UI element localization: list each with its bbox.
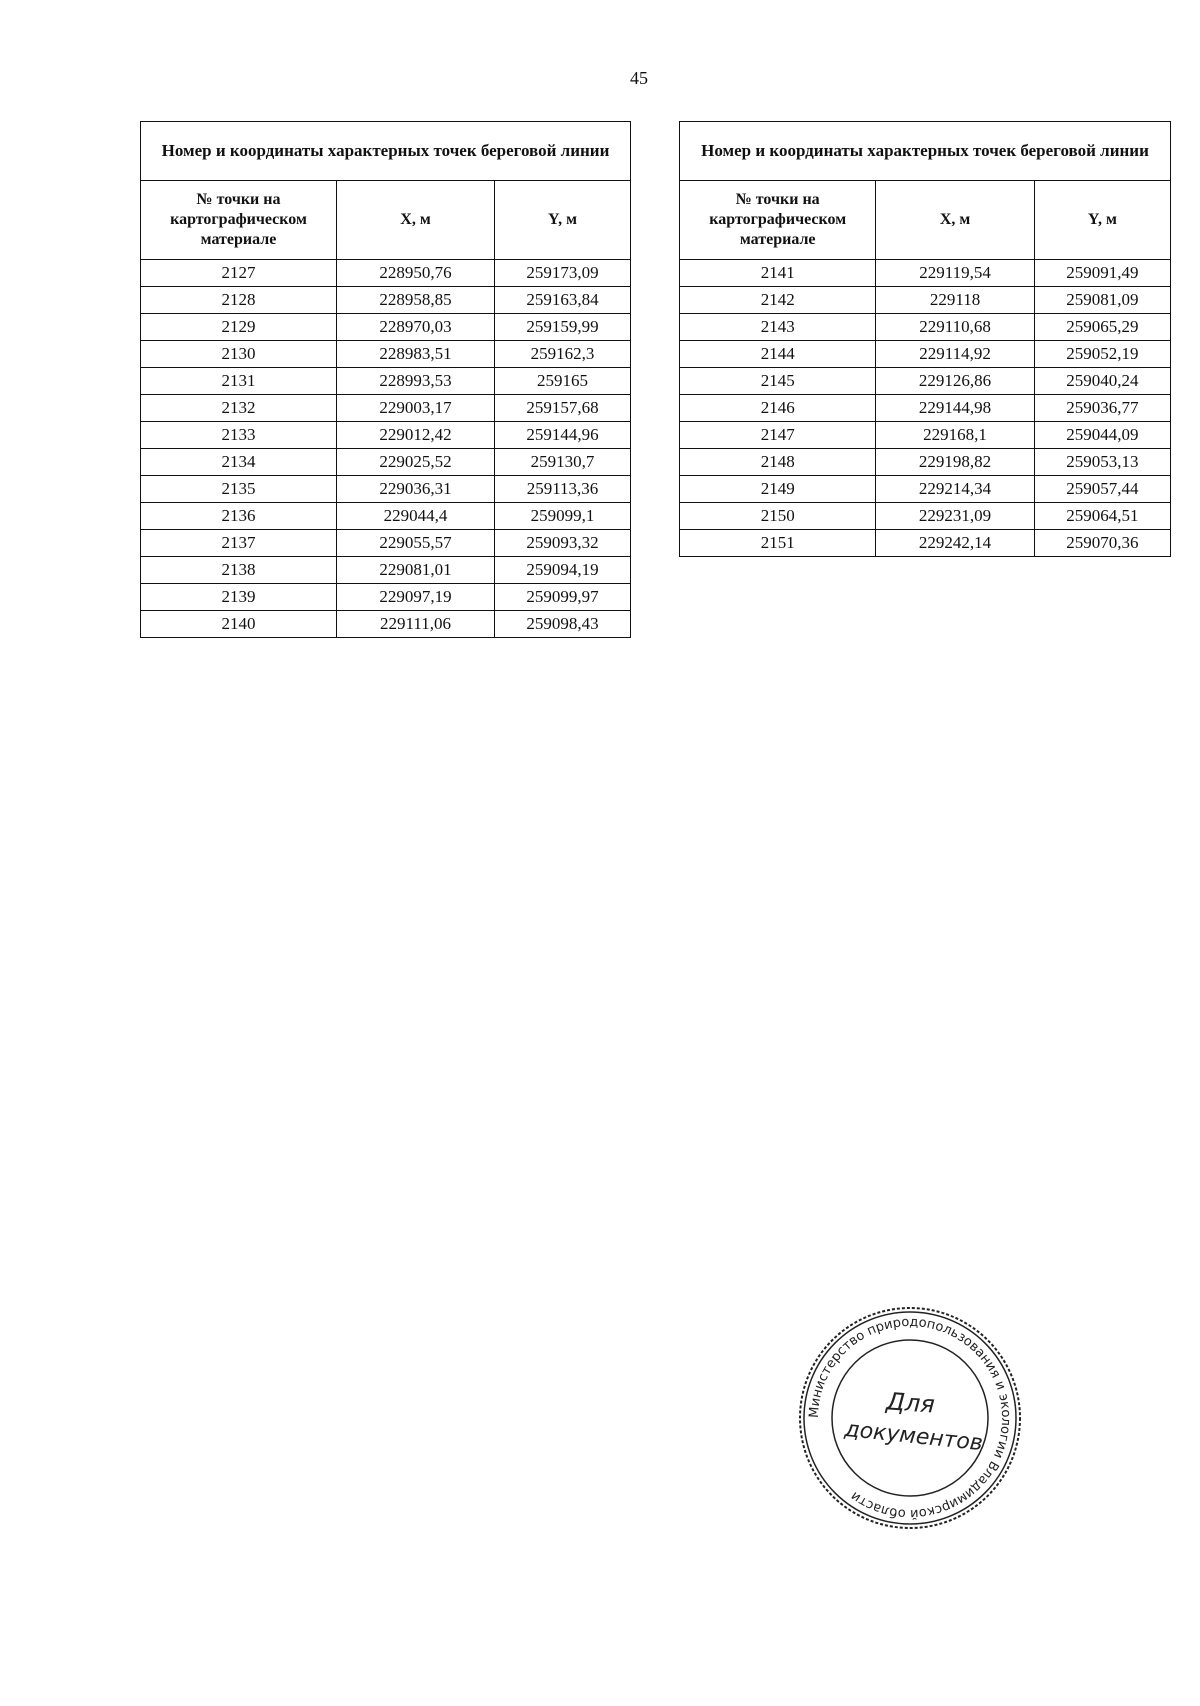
y-coordinate-cell: 259091,49 [1034,260,1170,287]
table-row [141,395,631,422]
table-row [141,530,631,557]
y-coordinate-cell: 259163,84 [495,287,631,314]
y-coordinate-cell: 259157,68 [495,395,631,422]
y-coordinate-cell: 259081,09 [1034,287,1170,314]
stamp-ring-text: Министерство природопользования и экологии Владимирской области [806,1314,1014,1522]
point-number-cell: 2147 [680,422,876,449]
y-coordinate-cell: 259099,97 [495,584,631,611]
point-number-cell: 2127 [141,260,337,287]
point-number-cell: 2143 [680,314,876,341]
point-number-cell: 2151 [680,530,876,557]
table-row [680,368,1171,395]
x-coordinate-cell: 229055,57 [337,530,495,557]
y-coordinate-cell: 259093,32 [495,530,631,557]
point-number-cell: 2141 [680,260,876,287]
table-row [141,368,631,395]
table-row [680,530,1171,557]
point-number-cell: 2138 [141,557,337,584]
column-header-x: X, м [876,181,1034,260]
point-number-cell: 2132 [141,395,337,422]
point-number-cell: 2131 [141,368,337,395]
x-coordinate-cell: 229111,06 [337,611,495,638]
stamp-rings [800,1308,1020,1528]
x-coordinate-cell: 229231,09 [876,503,1034,530]
y-coordinate-cell: 259098,43 [495,611,631,638]
column-header-point-number: № точки на картографическом материале [680,181,876,260]
y-coordinate-cell: 259070,36 [1034,530,1170,557]
table-row [680,422,1171,449]
point-number-cell: 2129 [141,314,337,341]
table-row [141,611,631,638]
table-caption: Номер и координаты характерных точек береговой линии [680,122,1171,181]
x-coordinate-cell: 229168,1 [876,422,1034,449]
point-number-cell: 2133 [141,422,337,449]
x-coordinate-cell: 228970,03 [337,314,495,341]
x-coordinate-cell: 229012,42 [337,422,495,449]
coordinates-table-left [140,121,631,638]
coordinates-table-right [679,121,1171,557]
table-row [680,341,1171,368]
y-coordinate-cell: 259053,13 [1034,449,1170,476]
x-coordinate-cell: 229081,01 [337,557,495,584]
x-coordinate-cell: 229110,68 [876,314,1034,341]
x-coordinate-cell: 229003,17 [337,395,495,422]
column-header-point-number: № точки на картографическом материале [141,181,337,260]
y-coordinate-cell: 259094,19 [495,557,631,584]
y-coordinate-cell: 259064,51 [1034,503,1170,530]
stamp-center-line-1: Для [885,1387,936,1419]
stamp-center-line-2: документов [843,1416,984,1457]
table-row [680,395,1171,422]
y-coordinate-cell: 259052,19 [1034,341,1170,368]
y-coordinate-cell: 259099,1 [495,503,631,530]
column-header-x: X, м [337,181,495,260]
column-header-y: Y, м [1034,181,1170,260]
point-number-cell: 2140 [141,611,337,638]
page-number: 45 [630,68,648,88]
table-caption: Номер и координаты характерных точек береговой линии [141,122,631,181]
table-row [680,449,1171,476]
y-coordinate-cell: 259144,96 [495,422,631,449]
table-row [141,449,631,476]
column-header-y: Y, м [495,181,631,260]
x-coordinate-cell: 229025,52 [337,449,495,476]
x-coordinate-cell: 229214,34 [876,476,1034,503]
x-coordinate-cell: 228950,76 [337,260,495,287]
x-coordinate-cell: 229044,4 [337,503,495,530]
x-coordinate-cell: 229242,14 [876,530,1034,557]
point-number-cell: 2146 [680,395,876,422]
x-coordinate-cell: 228983,51 [337,341,495,368]
y-coordinate-cell: 259040,24 [1034,368,1170,395]
table-row [141,584,631,611]
x-coordinate-cell: 229126,86 [876,368,1034,395]
table-row [141,287,631,314]
table-row [680,287,1171,314]
table-row [680,503,1171,530]
y-coordinate-cell: 259165 [495,368,631,395]
point-number-cell: 2134 [141,449,337,476]
x-coordinate-cell: 229198,82 [876,449,1034,476]
x-coordinate-cell: 228958,85 [337,287,495,314]
point-number-cell: 2150 [680,503,876,530]
point-number-cell: 2130 [141,341,337,368]
official-stamp [795,1303,1025,1533]
x-coordinate-cell: 229114,92 [876,341,1034,368]
table-row [680,260,1171,287]
point-number-cell: 2136 [141,503,337,530]
point-number-cell: 2139 [141,584,337,611]
y-coordinate-cell: 259057,44 [1034,476,1170,503]
x-coordinate-cell: 229097,19 [337,584,495,611]
point-number-cell: 2135 [141,476,337,503]
y-coordinate-cell: 259036,77 [1034,395,1170,422]
point-number-cell: 2149 [680,476,876,503]
x-coordinate-cell: 229036,31 [337,476,495,503]
table-row [141,314,631,341]
point-number-cell: 2144 [680,341,876,368]
table-row [680,476,1171,503]
y-coordinate-cell: 259065,29 [1034,314,1170,341]
point-number-cell: 2137 [141,530,337,557]
table-row [680,314,1171,341]
y-coordinate-cell: 259162,3 [495,341,631,368]
point-number-cell: 2145 [680,368,876,395]
y-coordinate-cell: 259113,36 [495,476,631,503]
table-row [141,260,631,287]
point-number-cell: 2128 [141,287,337,314]
table-row [141,557,631,584]
table-row [141,422,631,449]
y-coordinate-cell: 259130,7 [495,449,631,476]
x-coordinate-cell: 229118 [876,287,1034,314]
x-coordinate-cell: 229144,98 [876,395,1034,422]
table-row [141,503,631,530]
y-coordinate-cell: 259173,09 [495,260,631,287]
y-coordinate-cell: 259044,09 [1034,422,1170,449]
point-number-cell: 2142 [680,287,876,314]
x-coordinate-cell: 228993,53 [337,368,495,395]
x-coordinate-cell: 229119,54 [876,260,1034,287]
table-row [141,341,631,368]
table-row [141,476,631,503]
y-coordinate-cell: 259159,99 [495,314,631,341]
point-number-cell: 2148 [680,449,876,476]
